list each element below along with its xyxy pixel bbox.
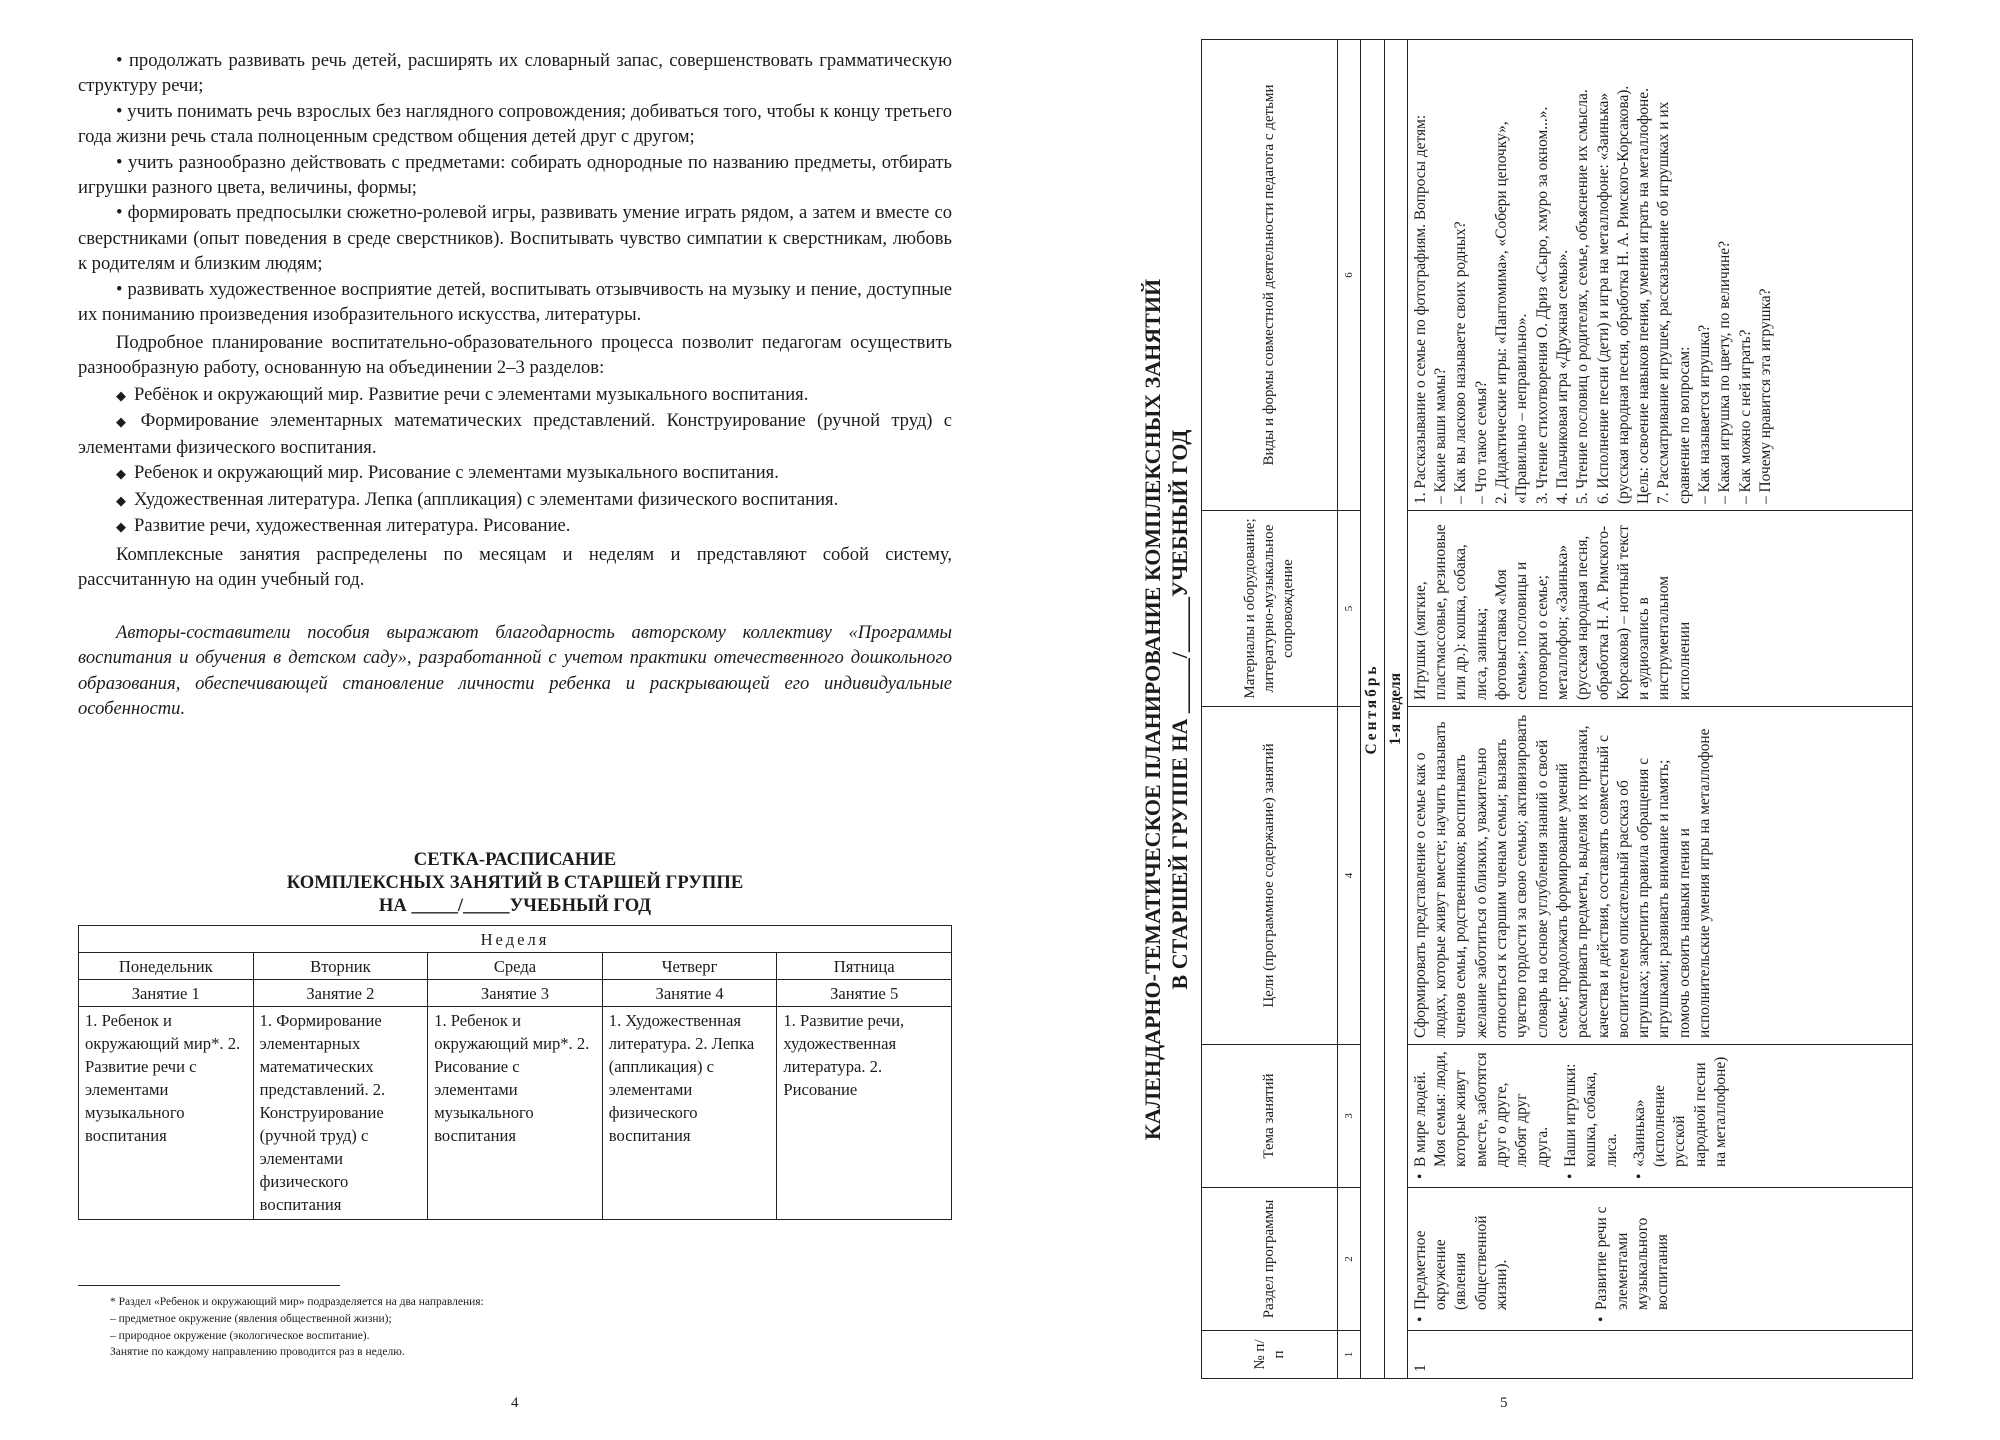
program-section-item: • Предметное окружение (явления общественной жизни).: [1411, 1194, 1512, 1310]
column-header: Тема занятий: [1202, 1045, 1338, 1188]
activities-cell: [1407, 40, 1912, 511]
goal-bullet: • учить понимать речь взрослых без наглядного сопровождения; добиваться того, чтобы к концу третьего года жизни речь стала полноценным средством общения детей друг с другом;: [78, 100, 952, 148]
week-row: 1-я неделя: [1384, 40, 1407, 1379]
lesson-header: Занятие 5: [777, 980, 952, 1007]
section-text: Ребёнок и окружающий мир. Развитие речи с элементами музыкального воспитания.: [134, 384, 809, 405]
column-header: Раздел программы: [1202, 1188, 1338, 1331]
month-row: Сентябрь: [1361, 40, 1384, 1379]
activity-line: 6. Исполнение песни (дети) и игра на металлофоне: «Заинька» (русская народная песня, обработка Н. А. Римского-Корсакова). Цель: освоение навыков пения, умения играть на металлофоне.: [1594, 85, 1653, 504]
activity-line: – Как называется игрушка?: [1696, 324, 1714, 504]
section-item: [78, 408, 952, 460]
column-number: 4: [1338, 707, 1361, 1045]
diamond-bullet-icon: ◆: [116, 519, 126, 535]
goal-bullet: • продолжать развивать речь детей, расширять их словарный запас, совершенствовать грамматическую структуру речи;: [78, 50, 952, 97]
column-header: № п/п: [1202, 1331, 1338, 1379]
goals-bullet-list: [78, 48, 952, 327]
planning-intro: Подробное планирование воспитательно-образовательного процесса позволит педагогам осуществить разнообразную работу, основанную на объединении 2–3 разделов:: [78, 332, 952, 379]
activity-line: 7. Рассматривание игрушек, рассказывание об игрушках и их сравнение по вопросам:: [1655, 101, 1693, 504]
topic-item: • «Заинька» (исполнение русской народной песни на металлофоне): [1630, 1051, 1731, 1167]
heading-line: КАЛЕНДАРНО-ТЕМАТИЧЕСКОЕ ПЛАНИРОВАНИЕ КОМПЛЕКСНЫХ ЗАНЯТИЙ: [1140, 278, 1165, 1141]
grid-title-line: СЕТКА-РАСПИСАНИЕ: [413, 849, 617, 870]
topic-cell: [1407, 1045, 1912, 1188]
diamond-bullet-icon: ◆: [116, 466, 126, 482]
footnote-line: Занятие по каждому направлению проводится раз в неделю.: [110, 1346, 405, 1359]
footnote-line: * Раздел «Ребенок и окружающий мир» подразделяется на два направления:: [110, 1296, 484, 1308]
program-section-cell: [1407, 1188, 1912, 1331]
section-item: [78, 382, 952, 408]
lesson-header: Занятие 2: [253, 980, 428, 1007]
lesson-header: Занятие 3: [428, 980, 603, 1007]
week-header: Неделя: [79, 926, 952, 953]
lesson-header: Занятие 1: [79, 980, 254, 1007]
footnote-divider: [78, 1285, 340, 1286]
activity-line: – Что такое семья?: [1472, 380, 1490, 504]
column-number: 3: [1338, 1045, 1361, 1188]
section-text: Художественная литература. Лепка (аппликация) с элементами физического воспитания.: [134, 488, 839, 510]
schedule-grid-table: [78, 925, 952, 1220]
day-header: Пятница: [777, 953, 952, 980]
lesson-content-cell: 1. Развитие речи, художественная литература. 2. Рисование: [777, 1007, 952, 1220]
calendar-plan-table: [1201, 39, 1913, 1379]
activity-line: 2. Дидактические игры: «Пантомима», «Собери цепочку», «Правильно – неправильно».: [1493, 121, 1531, 504]
column-header: Цели (программное содержание) занятий: [1202, 707, 1338, 1045]
goal-bullet: • формировать предпосылки сюжетно-ролевой игры, развивать умение играть рядом, а затем и вместе со сверстниками (опыт поведения в среде сверстников). Воспитывать чувство симпатии к сверстникам, любовь к родителям и близким людям;: [78, 202, 952, 275]
activity-line: 4. Пальчиковая игра «Дружная семья».: [1553, 249, 1571, 504]
diamond-bullet-icon: ◆: [116, 492, 126, 508]
topic-item: • В мире людей. Моя семья: люди, которые живут вместе, заботятся друг о друге, любят друг друга.: [1411, 1051, 1553, 1167]
distribution-paragraph: Комплексные занятия распределены по месяцам и неделям и представляют собой систему, рассчитанную на один учебный год.: [78, 544, 952, 591]
grid-title-line: НА _____/_____УЧЕБНЫЙ ГОД: [378, 895, 652, 916]
section-item: [78, 487, 952, 513]
diamond-bullet-icon: ◆: [116, 414, 133, 430]
calendar-plan-heading: [1139, 40, 1193, 1379]
activity-line: 5. Чтение пословиц о родителях, семье, объяснение их смысла.: [1574, 89, 1592, 504]
column-number: 6: [1338, 40, 1361, 511]
activity-line: – Какая игрушка по цвету, по величине?: [1716, 241, 1734, 504]
grid-title-line: КОМПЛЕКСНЫХ ЗАНЯТИЙ В СТАРШЕЙ ГРУППЕ: [286, 872, 744, 893]
day-header: Вторник: [253, 953, 428, 980]
footnote-line: – природное окружение (экологическое воспитание).: [110, 1329, 370, 1342]
page-number: 4: [511, 1395, 519, 1411]
activity-line: 3. Чтение стихотворения О. Дриз «Сыро, хмуро за окном...».: [1533, 106, 1551, 504]
day-header: Среда: [428, 953, 603, 980]
section-item: [78, 513, 952, 539]
activity-line: – Какие ваши мамы?: [1432, 367, 1450, 504]
diamond-bullet-icon: ◆: [116, 388, 126, 403]
column-header: Материалы и оборудование; литературно-музыкальное сопровождение: [1202, 511, 1338, 707]
heading-line: В СТАРШЕЙ ГРУППЕ НА _____/_____УЧЕБНЫЙ ГОД: [1167, 429, 1192, 990]
program-section-item: • Развитие речи с элементами музыкального воспитания: [1592, 1194, 1673, 1310]
topic-item: • Наши игрушки: кошка, собака, лиса.: [1561, 1051, 1622, 1167]
section-text: Формирование элементарных математических представлений. Конструирование (ручной труд) с элементами физического воспитания.: [78, 410, 952, 458]
page-number: 5: [1500, 1395, 1508, 1411]
activity-line: – Как вы ласково называете своих родных?: [1452, 221, 1470, 504]
lesson-content-cell: 1. Ребенок и окружающий мир*. 2. Рисование с элементами музыкального воспитания: [428, 1007, 603, 1220]
activity-line: – Как можно с ней играть?: [1736, 329, 1754, 504]
schedule-grid-title: [78, 848, 952, 917]
lesson-header: Занятие 4: [602, 980, 777, 1007]
column-number: 1: [1338, 1331, 1361, 1379]
section-text: Развитие речи, художественная литература. Рисование.: [134, 515, 571, 537]
activity-line: 1. Рассказывание о семье по фотографиям. Вопросы детям:: [1411, 114, 1429, 504]
sections-list: [78, 382, 952, 539]
lesson-content-cell: 1. Формирование элементарных математических представлений. 2. Конструирование (ручной труд) с элементами физического воспитания: [253, 1007, 428, 1220]
lesson-content-cell: 1. Ребенок и окружающий мир*. 2. Развитие речи с элементами музыкального воспитания: [79, 1007, 254, 1220]
footnote-line: – предметное окружение (явления общественной жизни);: [110, 1312, 392, 1325]
day-header: Четверг: [602, 953, 777, 980]
row-number: 1: [1407, 1331, 1912, 1379]
lesson-content-cell: 1. Художественная литература. 2. Лепка (аппликация) с элементами физического воспитания: [602, 1007, 777, 1220]
rotated-calendar-plan: [1119, 40, 1969, 1379]
goal-bullet: • учить разнообразно действовать с предметами: собирать однородные по названию предметы, отбирать игрушки разного цвета, величины, формы;: [78, 151, 952, 199]
materials-cell: Игрушки (мягкие, пластмассовые, резиновые или др.): кошка, собака, лиса, заинька; фотовыставка «Моя семья»; пословицы и поговорки о семье; металлофон; «Заинька» (русская народная песня, обработка Н. А. Римского-Корсакова) – нотный текст и аудиозапись в инструментальном исполнении: [1407, 511, 1912, 707]
column-number: 2: [1338, 1188, 1361, 1331]
goals-cell: Сформировать представление о семье как о людях, которые живут вместе; научить называть членов семьи, родственников; воспитывать желание заботиться о близких, уважительно относиться к старшим членам семьи; вызвать чувство гордости за свою семью; активизировать словарь на основе углубления знаний о своей семье; продолжать формирование умений рассматривать предметы, выделяя их признаки, качества и действия, составлять совместный с воспитателем описательный рассказ об игрушках; закрепить правила обращения с игрушками; развивать внимание и память; помочь освоить навыки пения и исполнительские умения игры на металлофоне: [1407, 707, 1912, 1045]
section-text: Ребенок и окружающий мир. Рисование с элементами музыкального воспитания.: [134, 462, 779, 484]
activity-line: – Почему нравится эта игрушка?: [1756, 288, 1774, 504]
footnotes: [110, 1294, 910, 1361]
day-header: Понедельник: [79, 953, 254, 980]
column-header: Виды и формы совместной деятельности педагога с детьми: [1202, 40, 1338, 511]
acknowledgement-paragraph: Авторы-составители пособия выражают благодарность авторскому коллективу «Программы воспитания и обучения в детском саду», разработанной с учетом практики отечественного дошкольного образования, обеспечивающей становление личности ребенка и раскрывающей его индивидуальные особенности.: [78, 622, 952, 720]
section-item: [78, 460, 952, 486]
column-number: 5: [1338, 511, 1361, 707]
goal-bullet: • развивать художественное восприятие детей, воспитывать отзывчивость на музыку и пение, доступные их пониманию произведения изобразительного искусства, литературы.: [78, 278, 952, 326]
